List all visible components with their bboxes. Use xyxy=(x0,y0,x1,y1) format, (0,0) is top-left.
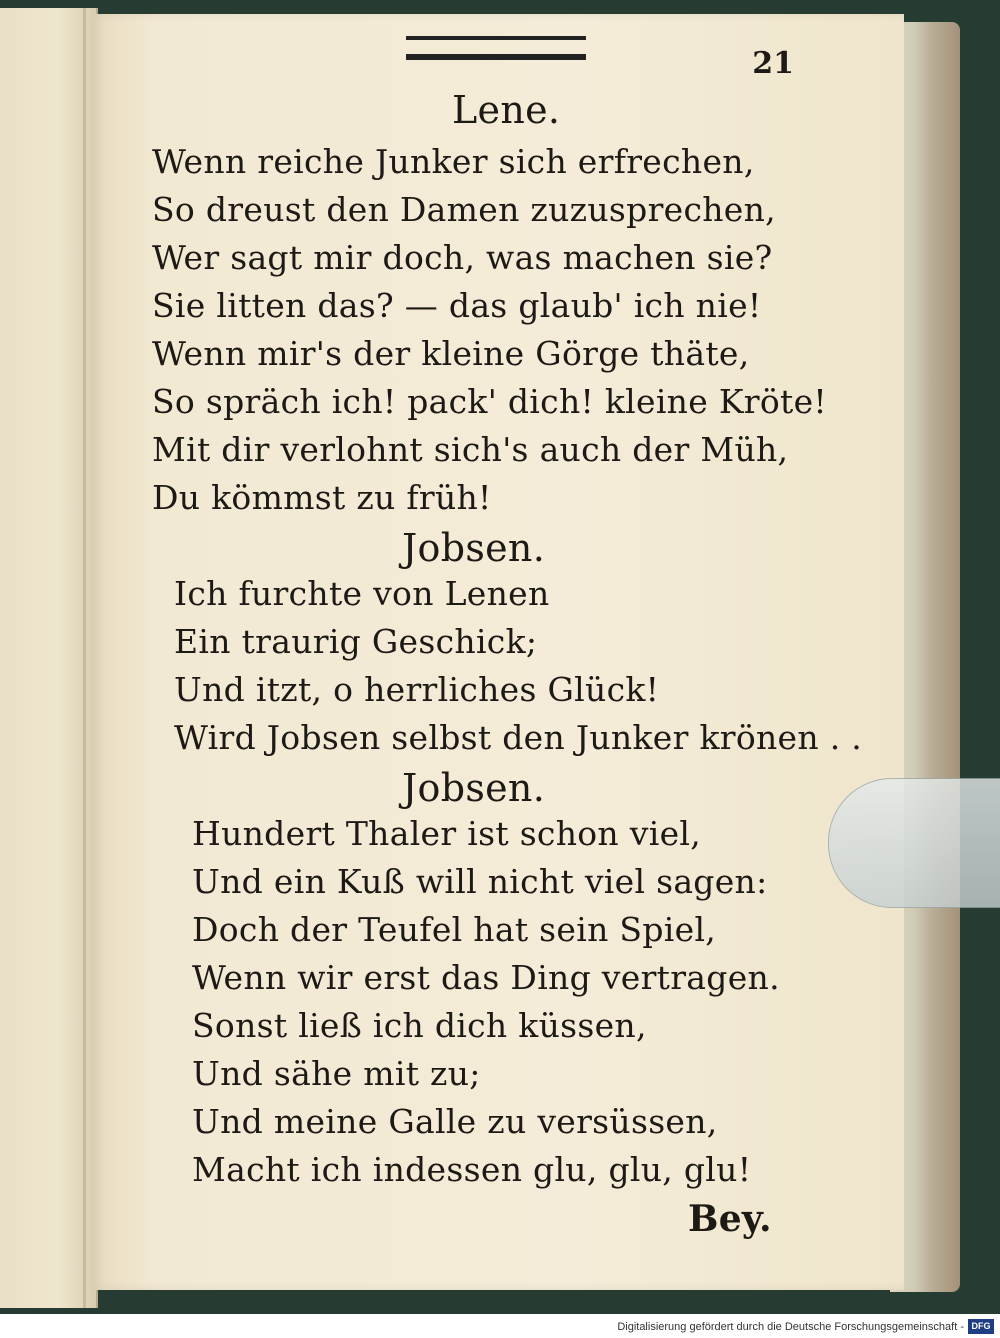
verse-line: Du kömmst zu früh! xyxy=(152,478,492,517)
verse-line: Und ein Kuß will nicht viel sagen: xyxy=(192,862,768,901)
left-page xyxy=(0,8,98,1308)
verse-line: Wird Jobsen selbst den Junker krönen . . xyxy=(174,718,863,757)
speaker-heading: Lene. xyxy=(452,88,561,132)
header-rule xyxy=(406,36,586,60)
dfg-logo: DFG xyxy=(968,1319,994,1334)
verse-line: Ein traurig Geschick; xyxy=(174,622,538,661)
verse-line: Wenn wir erst das Ding vertragen. xyxy=(192,958,780,997)
page-number: 21 xyxy=(752,46,794,81)
catchword: Bey. xyxy=(688,1198,772,1240)
verse-line: So spräch ich! pack' dich! kleine Kröte! xyxy=(152,382,827,421)
verse-line: Wer sagt mir doch, was machen sie? xyxy=(152,238,773,277)
left-page-edge xyxy=(83,8,86,1308)
verse-line: Sonst ließ ich dich küssen, xyxy=(192,1006,647,1045)
verse-line: Sie litten das? — das glaub' ich nie! xyxy=(152,286,762,325)
verse-line: Wenn reiche Junker sich erfrechen, xyxy=(152,142,755,181)
verse-line: Wenn mir's der kleine Görge thäte, xyxy=(152,334,750,373)
verse-line: Ich furchte von Lenen xyxy=(174,574,550,613)
verse-line: Macht ich indessen glu, glu, glu! xyxy=(192,1150,752,1189)
footer-credit: Digitalisierung gefördert durch die Deutsche Forschungsgemeinschaft - xyxy=(617,1321,964,1333)
speaker-heading: Jobsen. xyxy=(402,526,546,570)
page-clip xyxy=(828,778,1000,908)
verse-line: Mit dir verlohnt sich's auch der Müh, xyxy=(152,430,789,469)
book-page xyxy=(92,14,904,1290)
speaker-heading: Jobsen. xyxy=(402,766,546,810)
footer-bar xyxy=(0,1314,1000,1338)
verse-line: Und itzt, o herrliches Glück! xyxy=(174,670,660,709)
verse-line: So dreust den Damen zuzusprechen, xyxy=(152,190,776,229)
verse-line: Und sähe mit zu; xyxy=(192,1054,481,1093)
verse-line: Doch der Teufel hat sein Spiel, xyxy=(192,910,717,949)
verse-line: Hundert Thaler ist schon viel, xyxy=(192,814,702,853)
verse-line: Und meine Galle zu versüssen, xyxy=(192,1102,718,1141)
